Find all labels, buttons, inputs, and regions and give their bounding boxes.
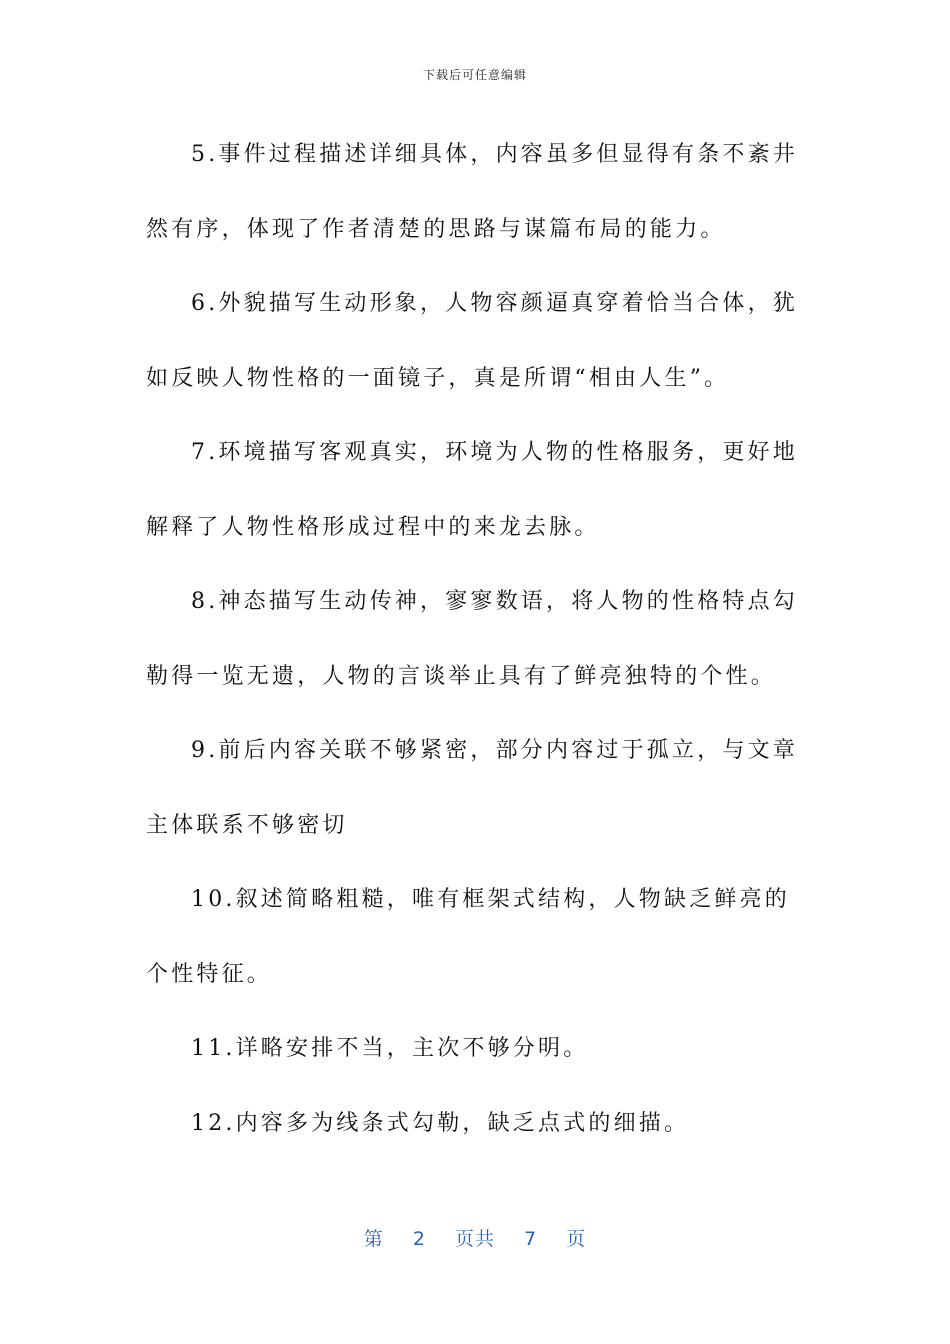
current-page-number: 2 [412, 1228, 426, 1250]
total-pages-number: 7 [524, 1228, 538, 1250]
paragraph-5: 5.事件过程描述详细具体，内容虽多但显得有条不紊井然有序，体现了作者清楚的思路与谋篇布局的能力。 [146, 142, 798, 242]
header-note: 下载后可任意编辑 [422, 68, 527, 82]
footer-prefix: 第 [363, 1228, 384, 1250]
document-body [146, 118, 811, 1161]
paragraph-11: 11.详略安排不当，主次不够分明。 [191, 1036, 589, 1061]
paragraph-12: 12.内容多为线条式勾勒，缺乏点式的细描。 [191, 1110, 690, 1136]
paragraph-10: 10.叙述简略粗糙，唯有框架式结构，人物缺乏鲜亮的个性特征。 [146, 887, 790, 987]
paragraph-9: 9.前后内容关联不够紧密，部分内容过于孤立，与文章主体联系不够密切 [146, 738, 798, 838]
paragraph-8: 8.神态描写生动传神，寥寥数语，将人物的性格特点勾勒得一览无遗，人物的言谈举止具有了鲜亮独特的个性。 [146, 589, 798, 689]
footer-suffix: 页 [566, 1228, 587, 1250]
footer-middle: 页共 [454, 1228, 495, 1250]
page-footer [0, 1224, 950, 1251]
paragraph-6: 6.外貌描写生动形象，人物容颜逼真穿着恰当合体，犹如反映人物性格的一面镜子，真是所谓“相由人生”。 [146, 291, 798, 391]
paragraph-7: 7.环境描写客观真实，环境为人物的性格服务，更好地解释了人物性格形成过程中的来龙去脉。 [146, 440, 798, 540]
